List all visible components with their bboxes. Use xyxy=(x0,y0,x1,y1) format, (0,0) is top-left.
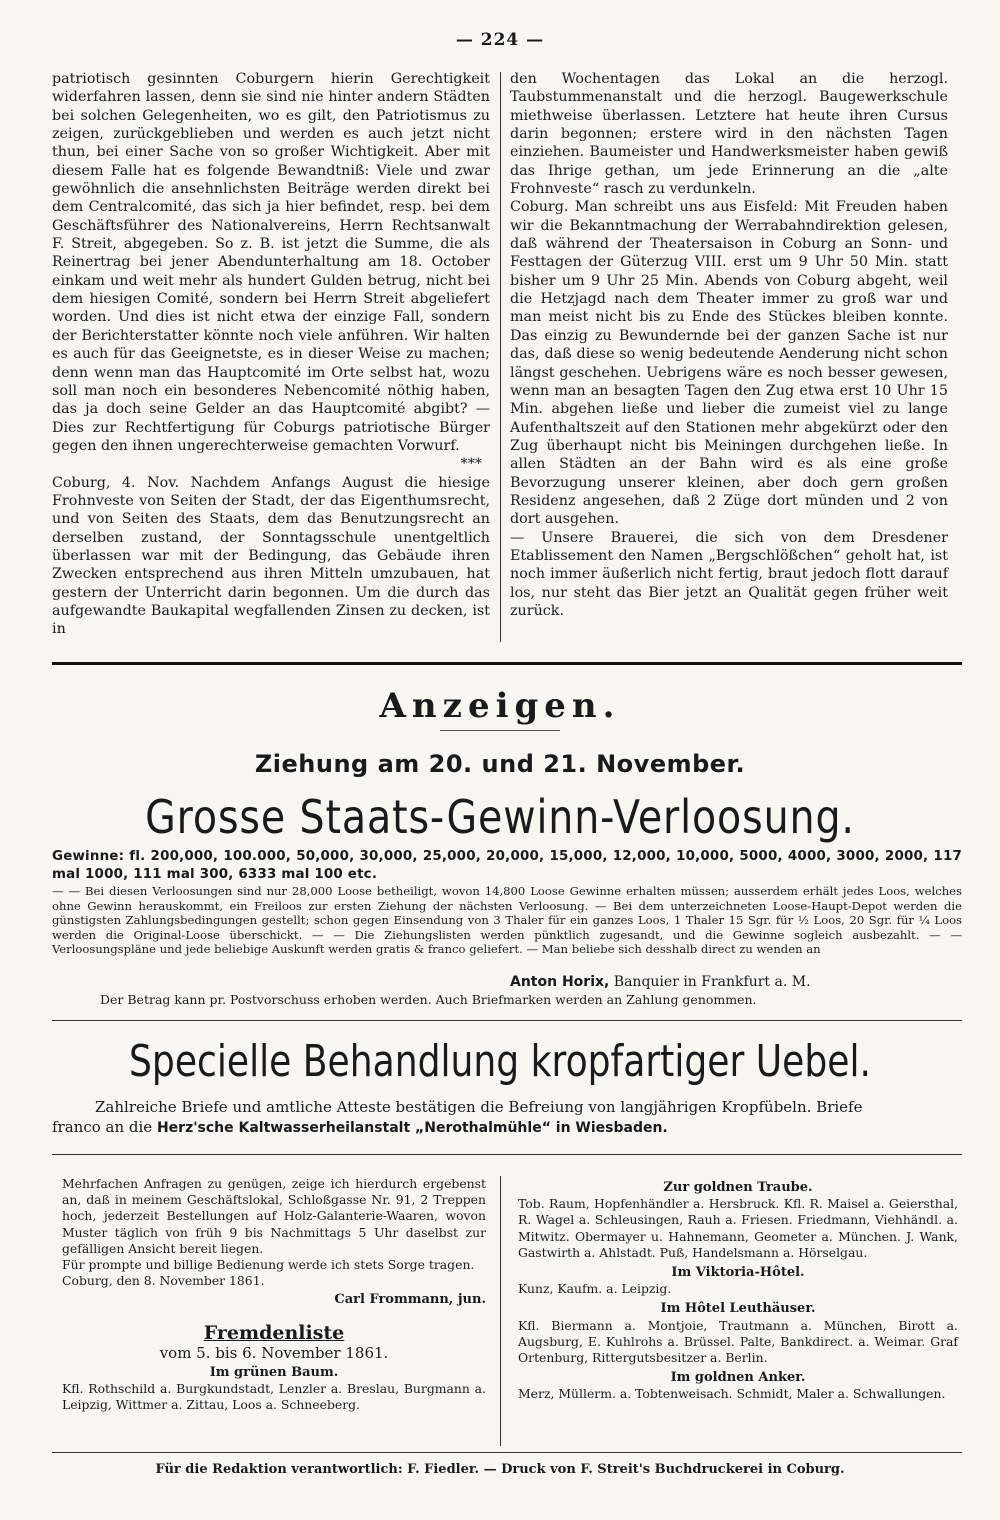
banker-name: Anton Horix, xyxy=(510,974,610,990)
hotel-heading-leuthaeuser: Im Hôtel Leuthäuser. xyxy=(660,1301,816,1317)
hotel-heading-traube: Zur goldnen Traube. xyxy=(663,1180,813,1195)
page-number: — 224 — xyxy=(455,30,545,50)
article-column-left xyxy=(52,70,490,639)
banker-place: Banquier in Frankfurt a. M. xyxy=(613,974,811,990)
hotel-heading-viktoria: Im Viktoria-Hôtel. xyxy=(671,1265,805,1281)
frommann-ad xyxy=(62,1176,486,1414)
hotel-heading-anker: Im goldnen Anker. xyxy=(670,1370,806,1386)
footer-rule xyxy=(52,1452,962,1453)
heading-rule xyxy=(440,730,560,731)
hotel-guests-viktoria: Kunz, Kaufm. a. Leipzig. xyxy=(518,1281,672,1297)
section-rule xyxy=(52,662,962,665)
hotel-guests-traube: Tob. Raum, Hopfenhändler a. Hersbruck. Kfl. R. Maisel a. Geiersthal, R. Wagel a. Schleusingen, Rauh a. Friesen. Friedmann, Viehhändl. a. Mitwitz. Obermayer u. Hahnemann, Geometer a. München. J. Wank, Gastwirth a. Ahlstadt. Puß, Handelsmann a. Hörselgau. xyxy=(518,1196,958,1260)
frommann-ad-text: Mehrfachen Anfragen zu genügen, zeige ich hierdurch ergebenst an, daß in meinem Geschäftslokal, Schloßgasse Nr. 91, 2 Treppen hoch, jederzeit Bestellungen auf Holz-Galanterie-Waaren, wovon Muster täglich von früh 9 bis Nachmittags 5 Uhr daselbst zur gefälligen Ansicht bereit liegen. xyxy=(62,1176,486,1256)
ad-divider xyxy=(52,1154,962,1155)
article-column-right xyxy=(510,70,948,620)
fremdenliste-title: Fremdenliste xyxy=(203,1321,345,1344)
article-signature: *** xyxy=(460,456,482,473)
hotel-heading-gruener-baum: Im grünen Baum. xyxy=(209,1365,339,1381)
article-paragraph: — Unsere Brauerei, die sich von dem Dresdener Etablissement den Namen „Bergschlößchen“ geholt hat, ist noch immer äußerlich nicht fertig, braut jedoch flott darauf los, nur steht das Bier jetzt an Qualität gegen früher weit zurück. xyxy=(510,529,948,619)
kropf-ad-address xyxy=(52,1118,668,1136)
fremdenliste-date: vom 5. bis 6. November 1861. xyxy=(159,1343,389,1362)
article-paragraph: Coburg, 4. Nov. Nachdem Anfangs August die hiesige Frohnveste von Seiten der Stadt, der das Eigenthumsrecht, und von Seiten des Staats, dem das Benutzungsrecht an derselben zustand, der Sonntagsschule unentgeltlich überlassen war mit der Bedingung, das Gebäude ihren Zwecken entsprechend aus ihren Mitteln umzubauen, hat gestern der Unterricht darin begonnen. Um die durch das aufgewandte Baukapital wegfallenden Zinsen zu decken, ist in xyxy=(52,474,490,638)
advertisements-heading: Anzeigen. xyxy=(379,686,621,726)
article-paragraph: den Wochentagen das Lokal an die herzogl. Taubstummenanstalt und die herzogl. Baugewerkschule miethweise überlassen. Letztere hat heute ihren Cursus darin begonnen; erstere wird in den nächsten Tagen einziehen. Baumeister und Handwerksmeister haben gewiß das Ihrige gethan, um jede Erinnerung an die „alte Frohnveste“ rasch zu verdunkeln. xyxy=(510,71,948,198)
frommann-ad-service: Für prompte und billige Bedienung werde ich stets Sorge tragen. xyxy=(62,1257,475,1273)
hotel-guests-gruener-baum: Kfl. Rothschild a. Burgkundstadt, Lenzler a. Breslau, Burgmann a. Leipzig, Wittmer a. Zittau, Loos a. Schneeberg. xyxy=(62,1381,486,1413)
hotel-guests-leuthaeuser: Kfl. Biermann a. Montjoie, Trautmann a. München, Birott a. Augsburg, E. Kuhlrohs a. Brüssel. Palte, Bankdirect. a. Weimar. Graf Ortenburg, Rittergutsbesitzer a. Berlin. xyxy=(518,1317,958,1366)
frommann-ad-signature: Carl Frommann, jun. xyxy=(334,1292,486,1308)
lottery-payment-note: Der Betrag kann pr. Postvorschuss erhoben werden. Auch Briefmarken werden an Zahlung genommen. xyxy=(100,992,757,1007)
article-paragraph: patriotisch gesinnten Coburgern hierin Gerechtigkeit widerfahren lassen, denn sie sind nie hinter andern Städten bei solchen Gelegenheiten, wo es gilt, den Patriotismus zu zeigen, zurückgeblieben und werden es auch jetzt nicht thun, bei einer Sache von so großer Wichtigkeit. Aber mit diesem Falle hat es folgende Bewandtniß: Viele und zwar gewöhnlich die ansehnlichsten Beiträge werden direkt bei dem Centralcomité, das sich ja hier befindet, resp. bei dem Geschäftsführer des Nationalvereins, Herrn Rechtsanwalt F. Streit, abgegeben. So z. B. ist jetzt die Summe, die als Reinertrag bei jener Abendunterhaltung am 18. October einkam und weit mehr als hundert Gulden betrug, nicht bei dem hiesigen Comité, sondern bei Herrn Streit abgeliefert worden. Und dies ist nicht etwa der einzige Fall, sondern der Berichterstatter könnte noch viele anführen. Wir halten es auch für das Geeignetste, es in dieser Weise zu machen; denn wenn man das Hauptcomité im Orte selbst hat, wozu soll man noch ein besonderes Nebencomité nöthig haben, das ja doch seine Gelder an das Hauptcomité abgibt? — Dies zur Rechtfertigung für Coburgs patriotische Bürger gegen den ihnen ungerechterweise gemachten Vorwurf. xyxy=(52,71,490,454)
column-divider xyxy=(500,1176,501,1446)
lottery-banker xyxy=(510,974,811,990)
lottery-title: Grosse Staats-Gewinn-Verloosung. xyxy=(145,790,855,844)
fremdenliste-continued xyxy=(518,1176,958,1403)
kropf-ad-text: Zahlreiche Briefe und amtliche Atteste bestätigen die Befreiung von langjährigen Kropfübeln. Briefe xyxy=(95,1098,863,1116)
kropf-ad-prefix: franco an die xyxy=(52,1118,153,1136)
column-divider xyxy=(500,72,501,642)
imprint-footer: Für die Redaktion verantwortlich: F. Fiedler. — Druck von F. Streit's Buchdruckerei in Coburg. xyxy=(155,1462,845,1477)
ad-divider xyxy=(52,1020,962,1021)
kropf-ad-institution: Herz'sche Kaltwasserheilanstalt „Nerothalmühle“ in Wiesbaden. xyxy=(156,1120,668,1136)
lottery-draw-date: Ziehung am 20. und 21. November. xyxy=(254,750,746,778)
lottery-ad-body xyxy=(52,848,962,957)
kropf-ad-title: Specielle Behandlung kropfartiger Uebel. xyxy=(129,1036,871,1087)
frommann-ad-date: Coburg, den 8. November 1861. xyxy=(62,1273,265,1289)
lottery-prizes: Gewinne: fl. 200,000, 100.000, 50,000, 30,000, 25,000, 20,000, 15,000, 12,000, 10,000, 5000, 4000, 3000, 2000, 117 mal 1000, 111 mal 300, 6333 mal 100 etc. xyxy=(52,849,962,882)
hotel-guests-anker: Merz, Müllerm. a. Tobtenweisach. Schmidt, Maler a. Schwallungen. xyxy=(518,1386,946,1402)
article-paragraph: Coburg. Man schreibt uns aus Eisfeld: Mit Freuden haben wir die Bekanntmachung der Werrabahndirektion gelesen, daß während der Theatersaison in Coburg an Sonn- und Festtagen der Güterzug VIII. erst um 9 Uhr 50 Min. statt bisher um 9 Uhr 25 Min. Abends von Coburg abgeht, weil die Hetzjagd nach dem Theater immer zu groß war und man meist nicht bis zu Ende des Stückes bleiben konnte. Das einzig zu Bewundernde bei der ganzen Sache ist nur das, daß diese so wenig bedeutende Aenderung nicht schon längst geschehen. Uebrigens wäre es noch besser gewesen, wenn man an besagten Tagen den Zug etwa erst 10 Uhr 15 Min. abgehen ließe und lieber die zumeist viel zu lange Aufenthaltszeit auf den Stationen mehr abgekürzt oder den Zug überhaupt nicht bis Meiningen durchgehen ließe. In allen Städten an der Bahn wird es als eine große Bevorzugung unserer kleinen, aber doch gern großen Residenz angesehen, daß 2 Züge dort münden und 2 von dort ausgehen. xyxy=(510,199,948,528)
lottery-terms: — — Bei diesen Verloosungen sind nur 28,000 Loose betheiligt, wovon 14,800 Loose Gewinne erhalten müssen; ausserdem erhält jedes Loos, welches ohne Gewinn herauskommt, ein Freiloos zur ersten Ziehung der nächsten Verloosung. — Bei dem unterzeichneten Loose-Haupt-Depot werden die günstigsten Zahlungsbedingungen gestellt; schon gegen Einsendung von 3 Thaler für ein ganzes Loos, 1 Thaler 15 Sgr. für ½ Loos, 20 Sgr. für ¼ Loos werden die Original-Loose überschickt. — — Die Ziehungslisten werden pünktlich zugesandt, und die Gewinne sogleich ausbezahlt. — — Verloosungspläne und jede beliebige Auskunft werden gratis & franco geliefert. — Man beliebe sich desshalb direct zu wenden an xyxy=(52,884,962,957)
